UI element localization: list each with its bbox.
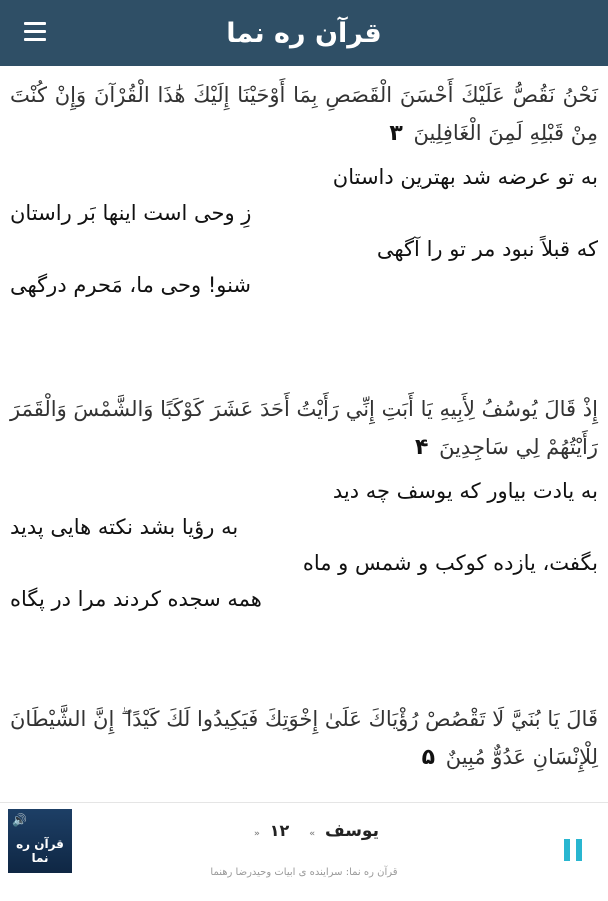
separator: «: [254, 829, 260, 839]
hemistich: همه سجده کردند مرا در پگاه: [10, 587, 262, 611]
verse-count: ۱۲: [269, 821, 290, 840]
audio-player-bar: [0, 802, 608, 901]
arabic-verse: إِذْ قَالَ يُوسُفُ لِأَبِيهِ يَا أَبَتِ إِنِّي رَأَيْتُ أَحَدَ عَشَرَ كَوْكَبًا وَالشَّمْسَ وَالْقَمَرَ رَأَيْتُهُمْ لِي سَاجِدِينَ ۴: [10, 397, 598, 460]
verse-list[interactable]: [0, 66, 608, 802]
bayt-line: [0, 545, 608, 581]
bayt-line: [0, 159, 608, 195]
verse-number: ۳: [389, 121, 403, 146]
track-info: [250, 821, 379, 841]
separator: »: [309, 829, 316, 839]
app-bar: [0, 0, 608, 66]
pause-icon: [564, 839, 570, 861]
verse-item: [0, 76, 608, 303]
hamburger-menu-icon[interactable]: [24, 22, 46, 42]
hemistich: بگفت، یازده کوکب و شمس و ماه: [302, 551, 598, 575]
pause-button[interactable]: [564, 839, 584, 861]
bayt-line: [0, 509, 608, 545]
surah-name: یوسف: [324, 821, 379, 841]
arabic-verse: قَالَ يَا بُنَيَّ لَا تَقْصُصْ رُؤْيَاكَ عَلَىٰ إِخْوَتِكَ فَيَكِيدُوا لَكَ كَيْدًا ۖ إِنَّ الشَّيْطَانَ لِلْإِنْسَانِ عَدُوٌّ مُبِينٌ ۵: [10, 707, 598, 770]
hemistich: به تو عرضه شد بهترین داستان: [332, 165, 598, 189]
hemistich: که قبلاً نبود مر تو را آگهی: [376, 237, 598, 261]
hemistich: به یادت بیاور که یوسف چه دید: [332, 479, 598, 503]
thumbnail-title: قرآن ره نما: [16, 837, 64, 865]
verse-item: [0, 390, 608, 617]
speaker-icon: 🔊: [12, 813, 27, 827]
verse-number: ۴: [414, 435, 429, 460]
hemistich: به رؤیا بشد نکته هایی پدید: [10, 515, 239, 539]
app-title: قرآن ره نما: [226, 17, 382, 49]
bayt-line: [0, 195, 608, 231]
verse-number: ۵: [421, 745, 436, 770]
bayt-line: [0, 473, 608, 509]
bayt-line: [0, 231, 608, 267]
bayt-line: [0, 267, 608, 303]
player-caption: قرآن ره نما: سراینده ی ابیات وحیدرضا رهنما: [210, 867, 398, 878]
hemistich: زِ وحی است اینها بَر راستان: [10, 201, 252, 225]
album-thumbnail[interactable]: [8, 809, 72, 873]
arabic-verse: نَحْنُ نَقُصُّ عَلَيْكَ أَحْسَنَ الْقَصَصِ بِمَا أَوْحَيْنَا إِلَيْكَ هَٰذَا الْقُرْآنَ وَإِنْ كُنْتَ مِنْ قَبْلِهِ لَمِنَ الْغَافِلِينَ ۳: [10, 83, 598, 146]
hemistich: شنو! وحی ما، مَحرم درگهی: [10, 273, 252, 297]
bayt-line: [0, 581, 608, 617]
verse-item: [0, 700, 608, 777]
